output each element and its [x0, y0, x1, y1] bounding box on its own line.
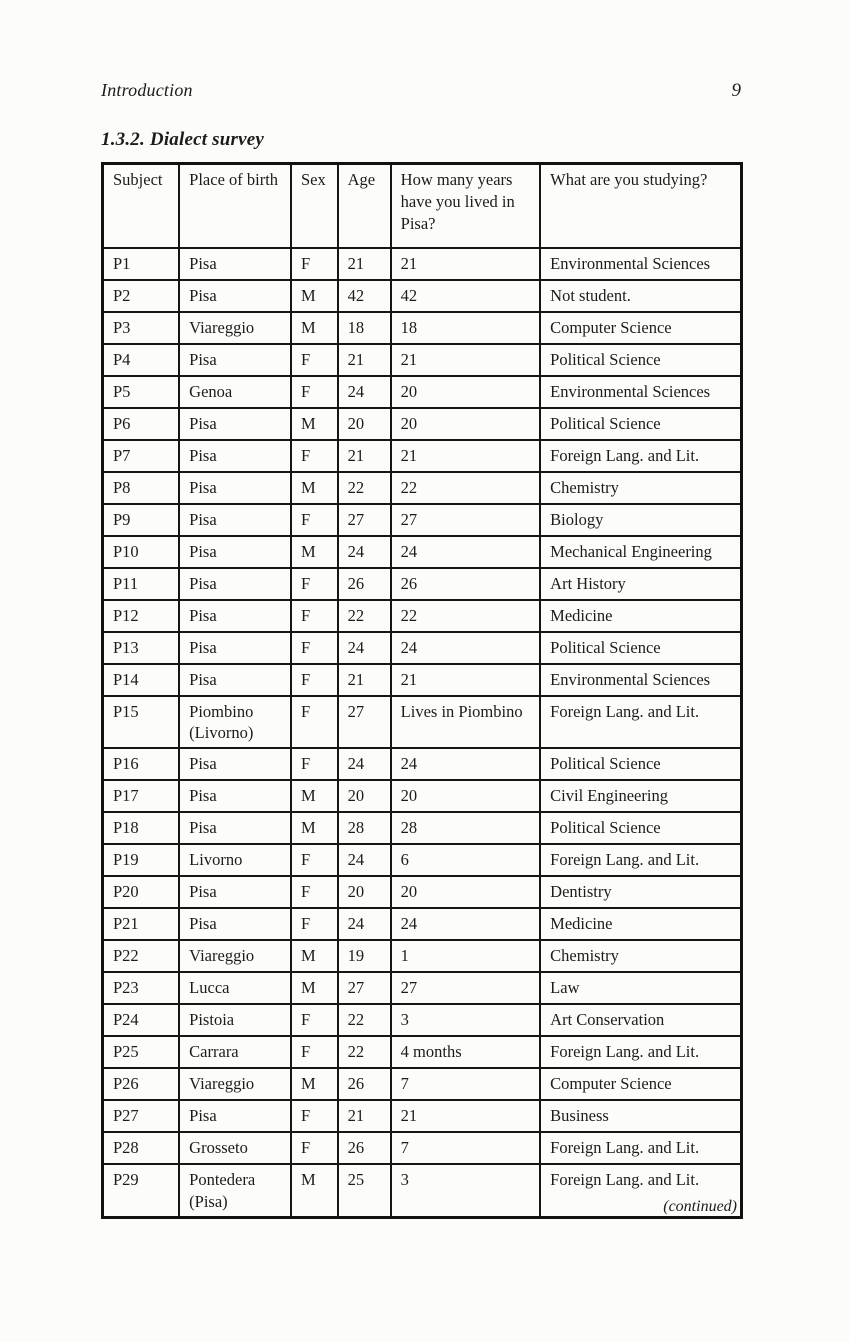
table-cell: Pisa [179, 664, 291, 696]
table-cell: P1 [103, 248, 180, 280]
table-row [103, 940, 742, 972]
table-cell: Political Science [540, 408, 741, 440]
table-cell: F [291, 1004, 338, 1036]
table-cell: M [291, 1068, 338, 1100]
table-row [103, 632, 742, 664]
table-cell: M [291, 940, 338, 972]
column-header: Sex [291, 164, 338, 248]
table-cell: Chemistry [540, 940, 741, 972]
table-cell: M [291, 780, 338, 812]
table-cell: 24 [338, 536, 391, 568]
table-cell: P14 [103, 664, 180, 696]
table-cell: 42 [338, 280, 391, 312]
table-cell: P17 [103, 780, 180, 812]
table-cell: Livorno [179, 844, 291, 876]
table-cell: 20 [338, 876, 391, 908]
table-cell: F [291, 1132, 338, 1164]
table-cell: 21 [338, 664, 391, 696]
table-cell: F [291, 1036, 338, 1068]
running-head-title: Introduction [101, 80, 193, 100]
page-number: 9 [731, 80, 741, 101]
table-cell: 21 [391, 248, 541, 280]
table-cell: 24 [391, 748, 541, 780]
table-cell: Genoa [179, 376, 291, 408]
table-cell: 24 [391, 908, 541, 940]
table-cell: 27 [338, 972, 391, 1004]
table-cell: 24 [338, 748, 391, 780]
table-cell: P9 [103, 504, 180, 536]
table-cell: 27 [338, 504, 391, 536]
table-cell: 27 [391, 972, 541, 1004]
table-cell: Pisa [179, 440, 291, 472]
table-row [103, 972, 742, 1004]
table-cell: Foreign Lang. and Lit. [540, 696, 741, 749]
table-cell: P8 [103, 472, 180, 504]
table-cell: 24 [338, 844, 391, 876]
table-cell: Pisa [179, 248, 291, 280]
table-cell: P29 [103, 1164, 180, 1217]
table-cell: F [291, 696, 338, 749]
table-cell: 28 [391, 812, 541, 844]
table-cell: 27 [391, 504, 541, 536]
table-cell: 18 [338, 312, 391, 344]
table-cell: 20 [338, 408, 391, 440]
table-cell: Environmental Sciences [540, 248, 741, 280]
table-cell: 26 [338, 1068, 391, 1100]
table-row [103, 536, 742, 568]
table-cell: Pisa [179, 908, 291, 940]
table-cell: P2 [103, 280, 180, 312]
table-cell: 22 [391, 472, 541, 504]
table-cell: Pisa [179, 600, 291, 632]
table-cell: Pisa [179, 632, 291, 664]
table-cell: Art Conservation [540, 1004, 741, 1036]
table-row [103, 664, 742, 696]
table-row [103, 1036, 742, 1068]
table-cell: Pisa [179, 536, 291, 568]
table-cell: Chemistry [540, 472, 741, 504]
table-cell: P19 [103, 844, 180, 876]
table-cell: 42 [391, 280, 541, 312]
column-header: Place of birth [179, 164, 291, 248]
table-row [103, 440, 742, 472]
table-cell: M [291, 280, 338, 312]
table-cell: P3 [103, 312, 180, 344]
table-cell: Political Science [540, 748, 741, 780]
table-cell: Foreign Lang. and Lit. [540, 440, 741, 472]
table-cell: 6 [391, 844, 541, 876]
table-cell: Pisa [179, 568, 291, 600]
running-head [101, 80, 741, 102]
table-cell: Law [540, 972, 741, 1004]
table-cell: 3 [391, 1164, 541, 1217]
table-row [103, 408, 742, 440]
table-row [103, 600, 742, 632]
table-cell: Piombino (Livorno) [179, 696, 291, 749]
table-row [103, 472, 742, 504]
table-cell: P10 [103, 536, 180, 568]
table-cell: Not student. [540, 280, 741, 312]
table-cell: 7 [391, 1132, 541, 1164]
table-cell: 21 [391, 344, 541, 376]
table-cell: F [291, 440, 338, 472]
table-cell: Pisa [179, 344, 291, 376]
table-cell: 7 [391, 1068, 541, 1100]
table-cell: F [291, 632, 338, 664]
table-cell: P24 [103, 1004, 180, 1036]
table-cell: Business [540, 1100, 741, 1132]
table-cell: F [291, 376, 338, 408]
table-cell: 4 months [391, 1036, 541, 1068]
table-cell: 21 [391, 1100, 541, 1132]
table-cell: 22 [338, 1036, 391, 1068]
table-row [103, 748, 742, 780]
table-cell: Pisa [179, 1100, 291, 1132]
table-cell: Foreign Lang. and Lit. [540, 844, 741, 876]
table-cell: Computer Science [540, 312, 741, 344]
table-row [103, 780, 742, 812]
table-cell: Pisa [179, 812, 291, 844]
table-cell: F [291, 908, 338, 940]
table-cell: P5 [103, 376, 180, 408]
table-cell: 22 [338, 1004, 391, 1036]
table-cell: P22 [103, 940, 180, 972]
table-cell: Pisa [179, 876, 291, 908]
table-cell: M [291, 536, 338, 568]
table-cell: P18 [103, 812, 180, 844]
table-cell: Lucca [179, 972, 291, 1004]
table-cell: Pisa [179, 280, 291, 312]
table-cell: F [291, 876, 338, 908]
table-cell: Art History [540, 568, 741, 600]
table-cell: F [291, 504, 338, 536]
table-cell: 24 [391, 632, 541, 664]
table-cell: 1 [391, 940, 541, 972]
table-cell: P6 [103, 408, 180, 440]
table-cell: P25 [103, 1036, 180, 1068]
table-row [103, 248, 742, 280]
table-row [103, 568, 742, 600]
table-cell: F [291, 1100, 338, 1132]
table-cell: F [291, 248, 338, 280]
table-cell: 22 [338, 472, 391, 504]
table-cell: Medicine [540, 600, 741, 632]
table-cell: Pisa [179, 472, 291, 504]
table-cell: Grosseto [179, 1132, 291, 1164]
table-cell: 21 [391, 440, 541, 472]
table-body [103, 248, 742, 1218]
table-cell: 20 [391, 376, 541, 408]
table-cell: Pisa [179, 408, 291, 440]
dialect-survey-table [101, 162, 743, 1219]
table-row [103, 504, 742, 536]
table-cell: Environmental Sciences [540, 376, 741, 408]
table-cell: M [291, 972, 338, 1004]
table-row [103, 696, 742, 749]
table-cell: Viareggio [179, 312, 291, 344]
table-row [103, 876, 742, 908]
table-cell: 25 [338, 1164, 391, 1217]
table-cell: 20 [391, 780, 541, 812]
table-cell: 21 [338, 440, 391, 472]
table-cell: Pistoia [179, 1004, 291, 1036]
table-cell: 28 [338, 812, 391, 844]
column-header: What are you studying? [540, 164, 741, 248]
table-cell: P7 [103, 440, 180, 472]
table-cell: 26 [391, 568, 541, 600]
table-cell: 21 [338, 248, 391, 280]
table-cell: Computer Science [540, 1068, 741, 1100]
table-cell: 20 [391, 876, 541, 908]
table-cell: 22 [338, 600, 391, 632]
table-cell: 24 [338, 908, 391, 940]
table-cell: Pisa [179, 780, 291, 812]
dialect-survey-table-wrap [101, 162, 743, 1219]
table-row [103, 844, 742, 876]
table-cell: 20 [338, 780, 391, 812]
table-cell: M [291, 1164, 338, 1217]
table-row [103, 1100, 742, 1132]
table-cell: 21 [338, 1100, 391, 1132]
section-title: 1.3.2. Dialect survey [101, 129, 265, 150]
table-cell: Mechanical Engineering [540, 536, 741, 568]
table-cell: P13 [103, 632, 180, 664]
table-cell: 24 [391, 536, 541, 568]
table-cell: 24 [338, 632, 391, 664]
table-cell: Foreign Lang. and Lit. [540, 1036, 741, 1068]
table-cell: M [291, 472, 338, 504]
column-header: Subject [103, 164, 180, 248]
table-cell: Environmental Sciences [540, 664, 741, 696]
table-row [103, 1068, 742, 1100]
table-cell: P16 [103, 748, 180, 780]
table-cell: F [291, 344, 338, 376]
table-cell: 3 [391, 1004, 541, 1036]
table-row [103, 1132, 742, 1164]
table-cell: Political Science [540, 812, 741, 844]
table-row [103, 376, 742, 408]
table-cell: P21 [103, 908, 180, 940]
table-cell: P15 [103, 696, 180, 749]
table-cell: F [291, 844, 338, 876]
table-cell: 21 [338, 344, 391, 376]
table-row [103, 1004, 742, 1036]
table-cell: 18 [391, 312, 541, 344]
table-cell: 26 [338, 1132, 391, 1164]
table-row [103, 312, 742, 344]
table-cell: F [291, 568, 338, 600]
continued-note: (continued) [663, 1197, 737, 1215]
table-cell: Viareggio [179, 940, 291, 972]
table-cell: 27 [338, 696, 391, 749]
table-cell: P20 [103, 876, 180, 908]
table-cell: F [291, 748, 338, 780]
table-cell: Foreign Lang. and Lit. [540, 1164, 741, 1217]
table-cell: Viareggio [179, 1068, 291, 1100]
table-row [103, 344, 742, 376]
table-cell: Lives in Piombino [391, 696, 541, 749]
table-cell: P12 [103, 600, 180, 632]
table-header-row [103, 164, 742, 248]
table-cell: Biology [540, 504, 741, 536]
table-cell: Dentistry [540, 876, 741, 908]
table-cell: Carrara [179, 1036, 291, 1068]
table-cell: Civil Engineering [540, 780, 741, 812]
column-header: How many years have you lived in Pisa? [391, 164, 541, 248]
table-cell: Pisa [179, 504, 291, 536]
table-cell: Pontedera (Pisa) [179, 1164, 291, 1217]
table-cell: P4 [103, 344, 180, 376]
table-cell: Political Science [540, 344, 741, 376]
table-cell: 24 [338, 376, 391, 408]
table-row [103, 908, 742, 940]
table-cell: P28 [103, 1132, 180, 1164]
table-cell: 19 [338, 940, 391, 972]
table-cell: P26 [103, 1068, 180, 1100]
table-cell: M [291, 812, 338, 844]
table-cell: Medicine [540, 908, 741, 940]
table-cell: P11 [103, 568, 180, 600]
table-cell: 22 [391, 600, 541, 632]
table-cell: F [291, 664, 338, 696]
table-cell: 26 [338, 568, 391, 600]
table-cell: 21 [391, 664, 541, 696]
table-cell: M [291, 312, 338, 344]
table-cell: Political Science [540, 632, 741, 664]
table-row [103, 812, 742, 844]
table-cell: Pisa [179, 748, 291, 780]
column-header: Age [338, 164, 391, 248]
table-row [103, 1164, 742, 1217]
table-cell: Foreign Lang. and Lit. [540, 1132, 741, 1164]
table-cell: F [291, 600, 338, 632]
table-cell: 20 [391, 408, 541, 440]
table-row [103, 280, 742, 312]
table-cell: M [291, 408, 338, 440]
table-cell: P23 [103, 972, 180, 1004]
table-cell: P27 [103, 1100, 180, 1132]
